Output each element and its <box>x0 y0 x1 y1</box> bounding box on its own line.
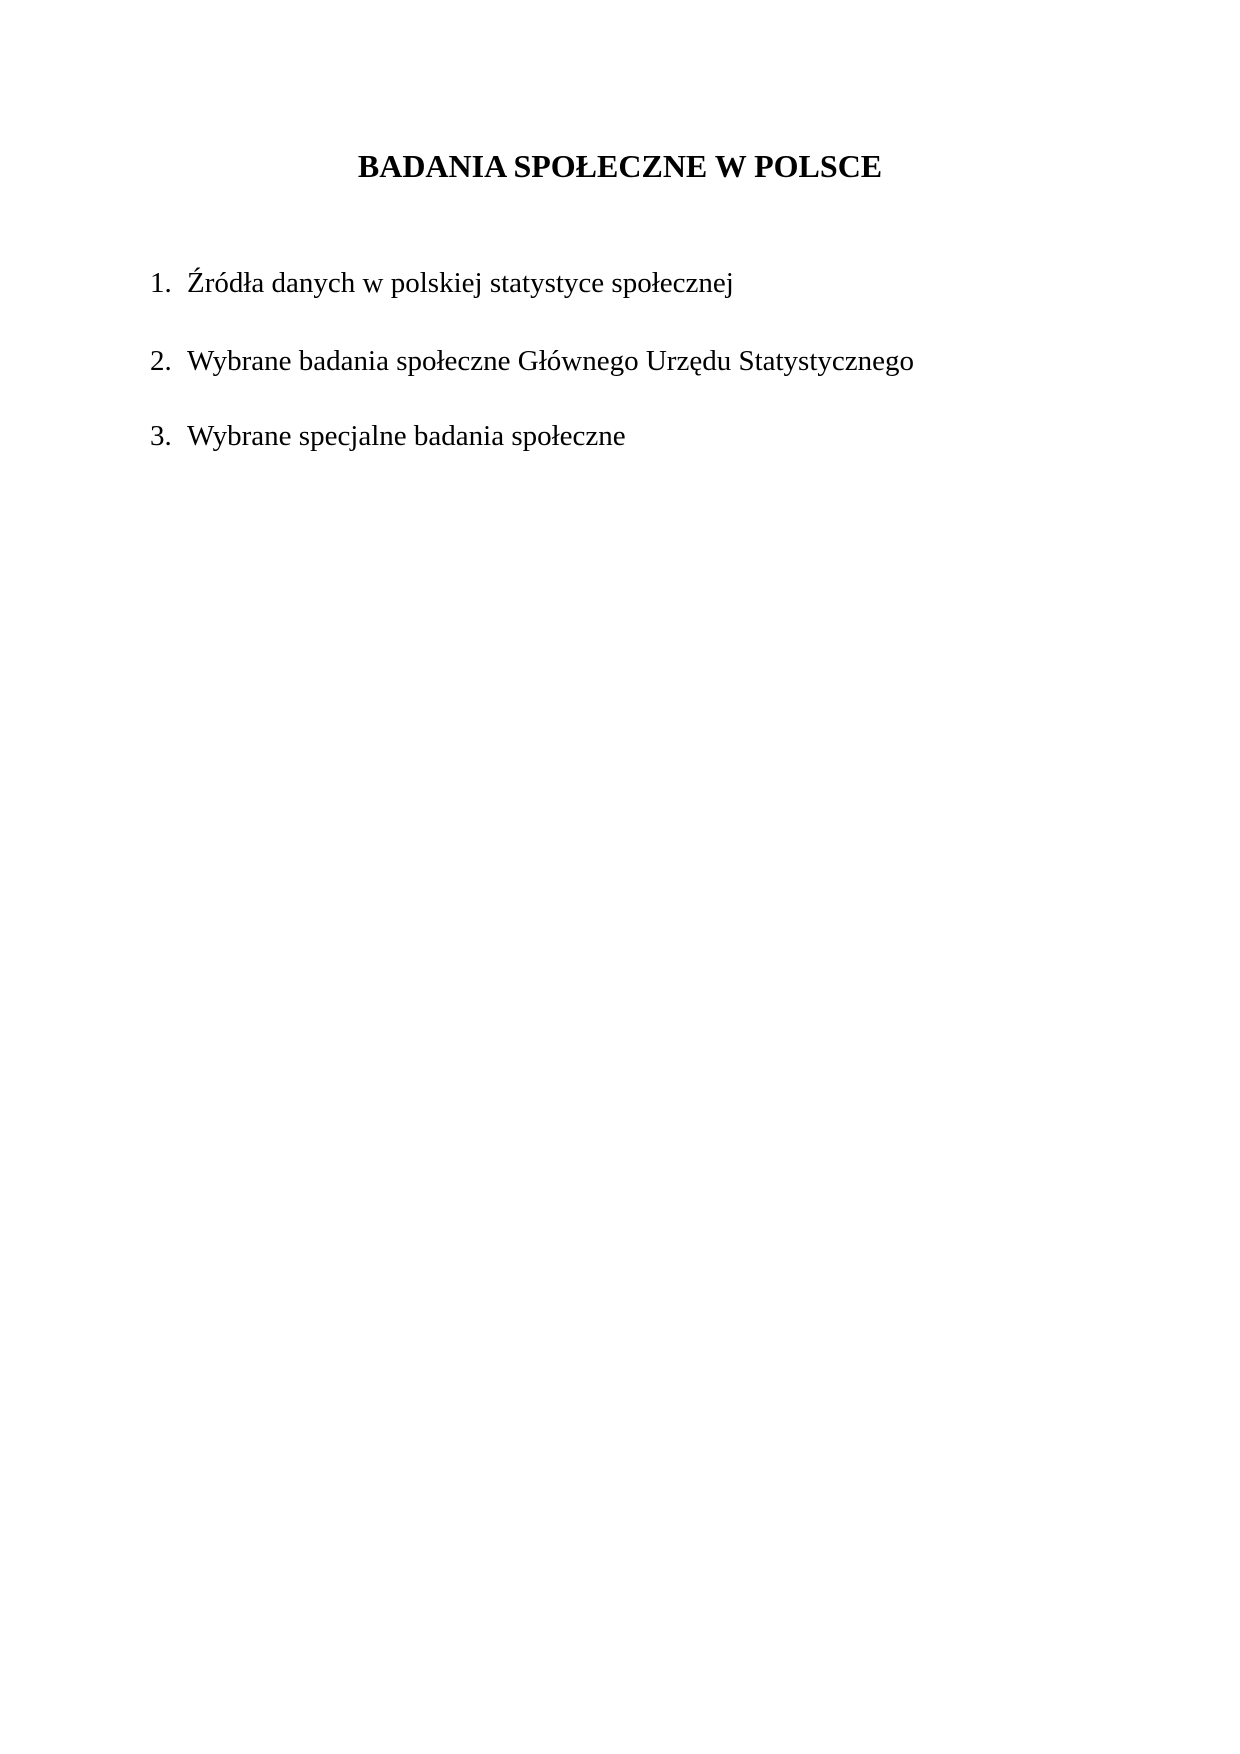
list-item-text: Źródła danych w polskiej statystyce społecznej <box>187 267 734 299</box>
list-item <box>150 267 734 300</box>
list-item-number: 1. <box>150 267 172 299</box>
document-title: BADANIA SPOŁECZNE W POLSCE <box>357 148 883 184</box>
list-item-number: 2. <box>150 345 172 377</box>
list-item-text: Wybrane badania społeczne Głównego Urzędu Statystycznego <box>187 345 915 377</box>
list-item <box>150 345 914 378</box>
list-item-number: 3. <box>150 420 172 452</box>
list-item <box>150 420 626 453</box>
list-item-text: Wybrane specjalne badania społeczne <box>187 420 626 452</box>
